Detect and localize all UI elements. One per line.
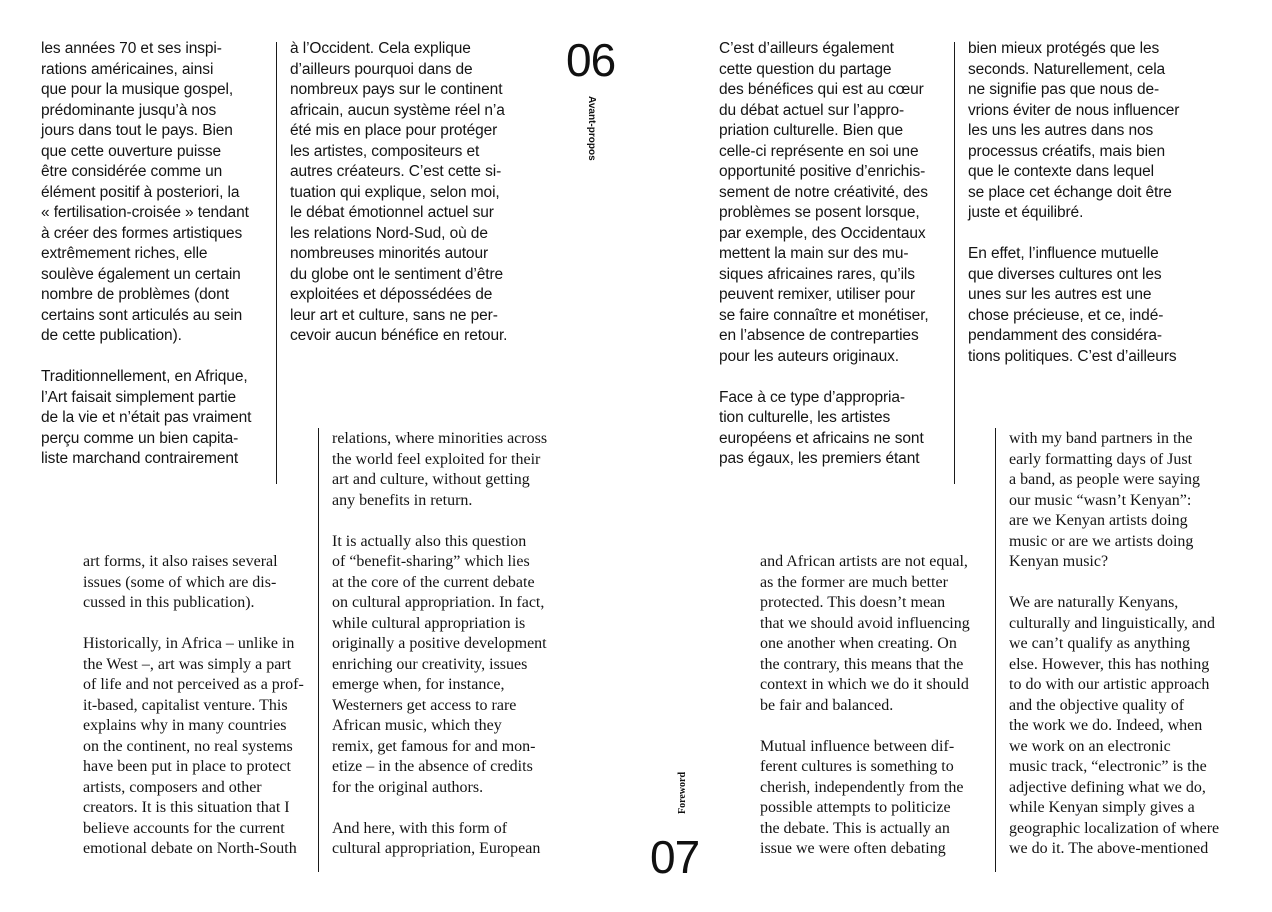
french-column-1: les années 70 et ses inspi- rations américaines, ainsi que pour la musique gospel, prédominante jusqu’à nos jours dans tout le pays. Bien que cette ouverture puisse être considérée comme un élément positif à posteriori, la « fertilisation-croisée » tendant à créer des formes artistiques extrêmement riches, elle soulève également un certain nombre de problèmes (dont certains sont articulés au sein de cette publication). Traditionnellement, en Afrique, l’Art faisait simplement partie de la vie et n’était pas vraiment perçu comme un bien capita- liste marchand contrairement: [41, 40, 252, 467]
english-column-4: with my band partners in the early formatting days of Just a band, as people were saying our music “wasn’t Kenyan”: are we Kenyan artists doing music or are we artists doing Kenyan music? We are naturally Kenyans, culturally and linguistically, and we can’t qualify as anything else. However, this has nothing to do with our artistic approach and the objective quality of the work we do. Indeed, when we work on an electronic music track, “electronic” is the adjective defining what we do, while Kenyan simply gives a geographic localization of where we do it. The above-mentioned: [1009, 430, 1220, 857]
column-divider: [995, 428, 996, 872]
french-column-2: à l’Occident. Cela explique d’ailleurs pourquoi dans de nombreux pays sur le continent africain, aucun système réel n’a été mis en place pour protéger les artistes, compositeurs et autres créateurs. C’est cette si- tuation qui explique, selon moi, le débat émotionnel actuel sur les relations Nord-Sud, où de nombreuses minorités autour du globe ont le sentiment d’être exploitées et dépossédées de leur art et culture, sans ne per- cevoir aucun bénéfice en retour.: [290, 40, 508, 344]
english-column-2: relations, where minorities across the world feel exploited for their art and culture, without getting any benefits in return. It is actually also this question of “benefit-sharing” which lies at the core of the current debate on cultural appropriation. In fact, while cultural appropriation is originally a positive development enriching our creativity, issues emerge when, for instance, Westerners get access to rare African music, which they remix, get famous for and mon- etize – in the absence of credits for the original authors. And here, with this form of cultural appropriation, European: [332, 430, 548, 857]
page-number-07: 07: [650, 831, 700, 883]
section-label-foreword: Foreword: [677, 771, 688, 814]
french-column-4: bien mieux protégés que les seconds. Naturellement, cela ne signifie pas que nous de- vrions éviter de nous influencer les uns les autres dans nos processus créatifs, mais bien que le contexte dans lequel se place cet échange doit être juste et équilibré. En effet, l’influence mutuelle que diverses cultures ont les unes sur les autres est une chose précieuse, et ce, indé- pendamment des considéra- tions politiques. C’est d’ailleurs: [968, 40, 1180, 365]
section-label-avant-propos: Avant-propos: [586, 96, 597, 161]
column-divider: [276, 42, 277, 484]
french-column-3: C’est d’ailleurs également cette question du partage des bénéfices qui est au cœur du débat actuel sur l’appro- priation culturelle. Bien que celle-ci représente en soi une opportunité positive d’enrichis- sement de notre créativité, des problèmes se posent lorsque, par exemple, des Occidentaux mettent la main sur des mu- siques africaines rares, qu’ils peuvent remixer, utiliser pour se faire connaître et monétiser, en l’absence de contreparties pour les auteurs originaux. Face à ce type d’appropria- tion culturelle, les artistes européens et africains ne sont pas égaux, les premiers étant: [719, 40, 929, 467]
column-divider: [954, 42, 955, 484]
column-divider: [318, 428, 319, 872]
page-number-06: 06: [566, 34, 616, 86]
english-column-3: and African artists are not equal, as the former are much better protected. This doesn’t mean that we should avoid influencing one another when creating. On the contrary, this means that the context in which we do it should be fair and balanced. Mutual influence between dif- ferent cultures is something to cherish, independently from the possible attempts to politicize the debate. This is actually an issue we were often debating: [760, 553, 970, 857]
english-column-1: art forms, it also raises several issues (some of which are dis- cussed in this publication). Historically, in Africa – unlike in the West –, art was simply a part of life and not perceived as a prof- it-based, capitalist venture. This explains why in many countries on the continent, no real systems have been put in place to protect artists, composers and other creators. It is this situation that I believe accounts for the current emotional debate on North-South: [83, 553, 304, 857]
